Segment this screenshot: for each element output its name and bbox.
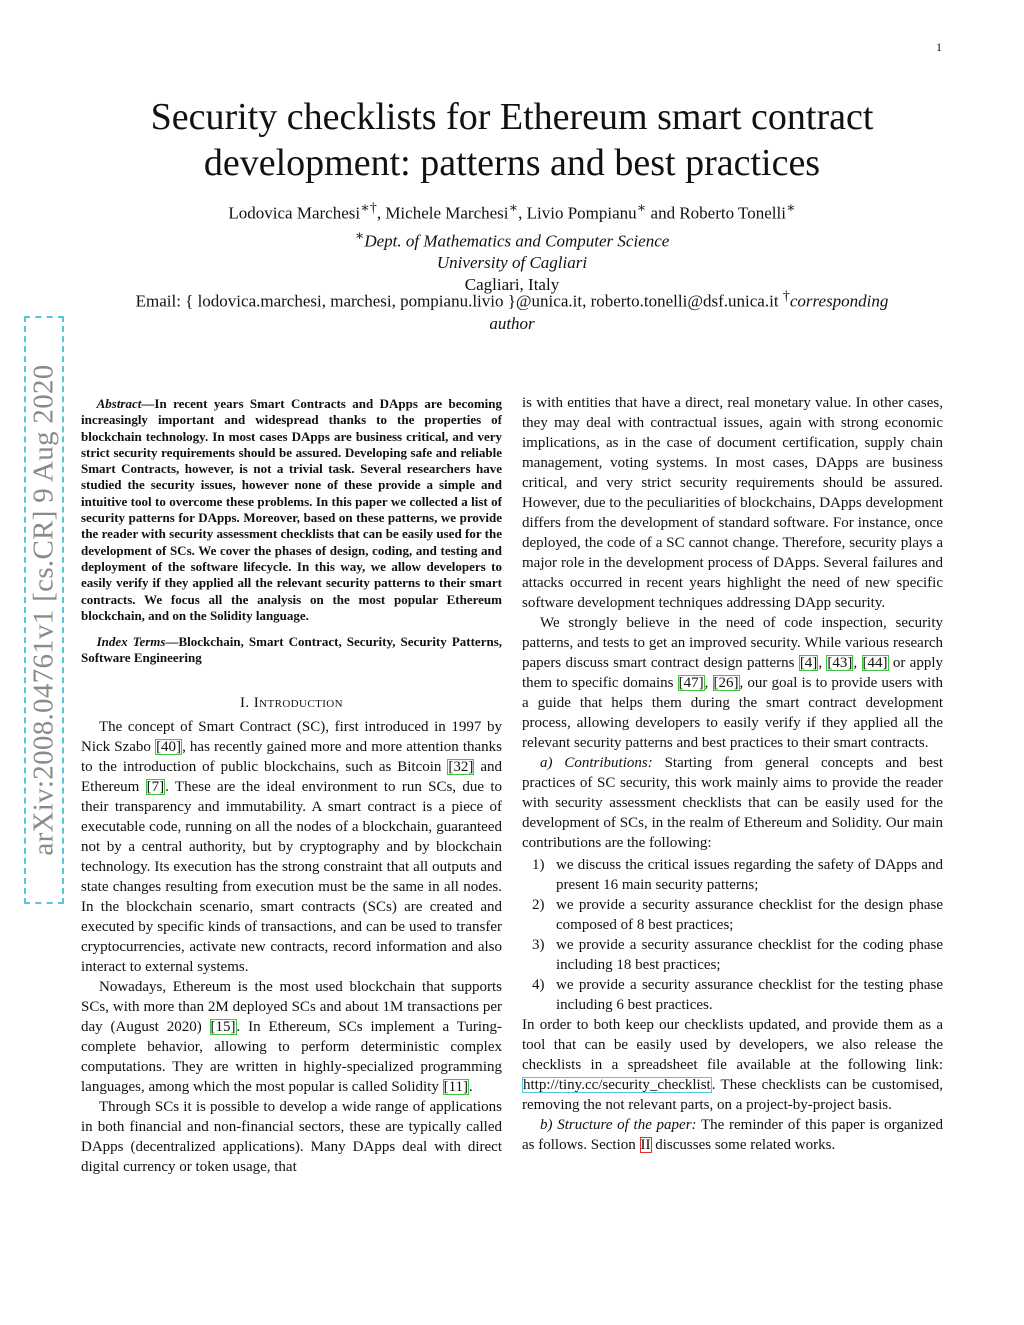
citation-link[interactable]: [7] bbox=[146, 778, 165, 795]
contributions-list bbox=[522, 855, 943, 1015]
checklist-url-link[interactable]: http://tiny.cc/security_checklist bbox=[523, 1077, 711, 1093]
author-mark: ∗† bbox=[360, 200, 377, 216]
author-list bbox=[80, 197, 944, 225]
intro-paragraph-3-continued: is with entities that have a direct, real monetary value. In other cases, they may deal with contractual issues, again with strong economic implications, as in the case of document certification, supply chain management, voting systems. In most cases, DApps are business critical, and very strict security requirements should be assured. However, due to the peculiarities of blockchains, DApps development differs from the development of standard software. For instance, once deployed, the code of a SC cannot change. Therefore, security plays a major role in the development process of DApps. Several failures and attacks occurred in recent years highlight the need of new specific software development techniques addressing DApp security. bbox=[522, 395, 943, 611]
contributions-paragraph: a) Contributions: Starting from general concepts and best practices of SC security, this work mainly aims to provide the reader with security assessment checklists that can be easily used for the development of SCs, in the realm of Ethereum and Solidity. Our main contributions are the following: bbox=[522, 755, 944, 851]
contributions-label: a) Contributions: bbox=[540, 755, 653, 771]
paper-title bbox=[80, 94, 944, 186]
title-line-1: Security checklists for Ethereum smart contract bbox=[150, 96, 874, 138]
author-name: and Roberto Tonelli bbox=[646, 203, 786, 223]
abstract-text: —In recent years Smart Contracts and DApps are becoming increasingly important and widespread thanks to the properties of blockchain technology. In most cases DApps are business critical, and very strict security requirements should be assured. Developing safe and reliable Smart Contracts, however, is not a trivial task. Several researchers have studied the security issues, however none of these provide a simple and intuitive tool to overcome these problems. In this paper we collected a list of security patterns for DApps. Moreover, based on these patterns, we provide the reader with security assessment checklists that can be easily used for the development of SCs. We cover the phases of design, coding, and testing and deployment of the software lifecycle. In this way, we allow developers to easily verify if they applied all the relevant security patterns to their smart contracts. We focus all the analysis on the most popular Ethereum blockchain, and on the Solidity language. bbox=[81, 396, 502, 623]
arxiv-identifier-text: arXiv:2008.04761v1 [cs.CR] 9 Aug 2020 bbox=[27, 364, 60, 856]
citation-link[interactable]: [4] bbox=[799, 655, 818, 671]
checklist-release-paragraph: In order to both keep our checklists updated, and provide them as a tool that can be easily used by developers, we also release the checklists in a spreadsheet file available at the following link: http://tiny.cc/security_checklist. These checklists can be customised, removing the not relevant parts, on a project-by-project basis. bbox=[522, 1017, 943, 1113]
section-heading-introduction: I. Introduction bbox=[240, 694, 343, 711]
citation-link[interactable]: [40] bbox=[156, 738, 182, 755]
structure-label: b) Structure of the paper: bbox=[540, 1117, 697, 1133]
abstract-label: Abstract bbox=[96, 396, 142, 411]
corresponding-mark: † bbox=[782, 288, 790, 304]
author-mark: ∗ bbox=[636, 200, 647, 216]
list-item: 2) we provide a security assurance checklist for the design phase composed of 8 best practices; bbox=[532, 897, 943, 933]
citation-link[interactable]: [43] bbox=[827, 655, 853, 671]
title-line-2: development: patterns and best practices bbox=[203, 142, 821, 184]
intro-paragraph-1: The concept of Smart Contract (SC), first introduced in 1997 by Nick Szabo [40], has recently gained more and more attention thanks to the introduction of public blockchains, such as Bitcoin [32] and Ethereum [7]. These are the ideal environment to run SCs, due to their transparency and immutability. A smart contract is a piece of executable code, running on all the nodes of a blockchain, guaranteed not by a central authority, but by cryptography and by blockchain technology. Its execution has the strong constraint that all outputs and state changes resulting from execution must be the same in all nodes. In the blockchain scenario, smart contracts (SCs) are created and executed by specific kinds of transactions, and can be used to transfer cryptocurrencies, activate new contracts, record information and also interact to external systems. bbox=[81, 718, 502, 975]
affiliation-university: University of Cagliari bbox=[436, 253, 588, 273]
intro-paragraph-3: Through SCs it is possible to develop a wide range of applications in both financial and non-financial sectors, these are typically called DApps (decentralized applications). Many DApps deal with direct digital currency or token usage, that bbox=[81, 1098, 502, 1175]
corresponding-label: corresponding bbox=[789, 291, 889, 311]
page-number: 1 bbox=[936, 40, 942, 54]
citation-link[interactable]: [11] bbox=[443, 1078, 469, 1095]
intro-paragraph-4: We strongly believe in the need of code inspection, security patterns, and tests to get an improved security. While various research papers discuss smart contract design patterns [4], [43], [44] or apply them to specific domains [47], [26], our goal is to provide users with a guide that helps them during the smart contract development process, allowing developers to easily verify if they applied all the relevant security patterns and best practices to their smart contracts. bbox=[522, 615, 944, 751]
index-terms-label: Index Terms bbox=[96, 634, 166, 650]
corresponding-author-label: author bbox=[489, 313, 535, 333]
citation-link[interactable]: [26] bbox=[713, 675, 739, 691]
email-text: Email: { lodovica.marchesi, marchesi, pompianu.livio }@unica.it, roberto.tonelli@dsf.unica.it bbox=[135, 291, 783, 311]
intro-paragraph-2: Nowadays, Ethereum is the most used blockchain that supports SCs, with more than 2M deployed SCs and about 1M transactions per day (August 2020) [15]. In Ethereum, SCs implement a Turing-complete behavior, allowing to perform deterministic complex computations. They are written in highly-specialized programming languages, among which the most popular is called Solidity [11]. bbox=[81, 978, 502, 1095]
structure-paragraph: b) Structure of the paper: The reminder of this paper is organized as follows. Section II discusses some related works. bbox=[522, 1117, 944, 1153]
index-terms-text: —Blockchain, Smart Contract, Security, Security Patterns, Software Engineering bbox=[81, 634, 503, 666]
abstract bbox=[81, 396, 502, 624]
author-name: , Livio Pompianu bbox=[518, 203, 637, 223]
arxiv-identifier-stamp[interactable] bbox=[26, 318, 62, 902]
list-item: 4) we provide a security assurance checklist for the testing phase including 6 best practices. bbox=[532, 977, 943, 1013]
index-terms bbox=[81, 634, 502, 667]
author-name: , Michele Marchesi bbox=[376, 203, 509, 223]
author-name: Lodovica Marchesi bbox=[228, 203, 361, 223]
right-column bbox=[522, 393, 943, 1155]
citation-link[interactable]: [47] bbox=[678, 675, 704, 691]
citation-link[interactable]: [44] bbox=[862, 655, 888, 671]
email-line bbox=[80, 285, 944, 335]
affiliation-city: Cagliari, Italy bbox=[464, 275, 560, 295]
section-reference-link[interactable]: II bbox=[640, 1137, 651, 1153]
citation-link[interactable]: [32] bbox=[448, 758, 474, 775]
author-mark: ∗ bbox=[785, 200, 796, 216]
list-item: 1) we discuss the critical issues regarding the safety of DApps and present 16 main security patterns; bbox=[532, 857, 943, 893]
author-block bbox=[80, 197, 944, 296]
affiliation-dept: ∗Dept. of Mathematics and Computer Science bbox=[354, 227, 670, 251]
left-column bbox=[81, 396, 502, 1177]
author-mark: ∗ bbox=[508, 200, 519, 216]
list-item: 3) we provide a security assurance checklist for the coding phase including 18 best practices; bbox=[532, 937, 943, 973]
affiliation-mark: ∗ bbox=[354, 227, 365, 244]
citation-link[interactable]: [15] bbox=[210, 1018, 236, 1035]
